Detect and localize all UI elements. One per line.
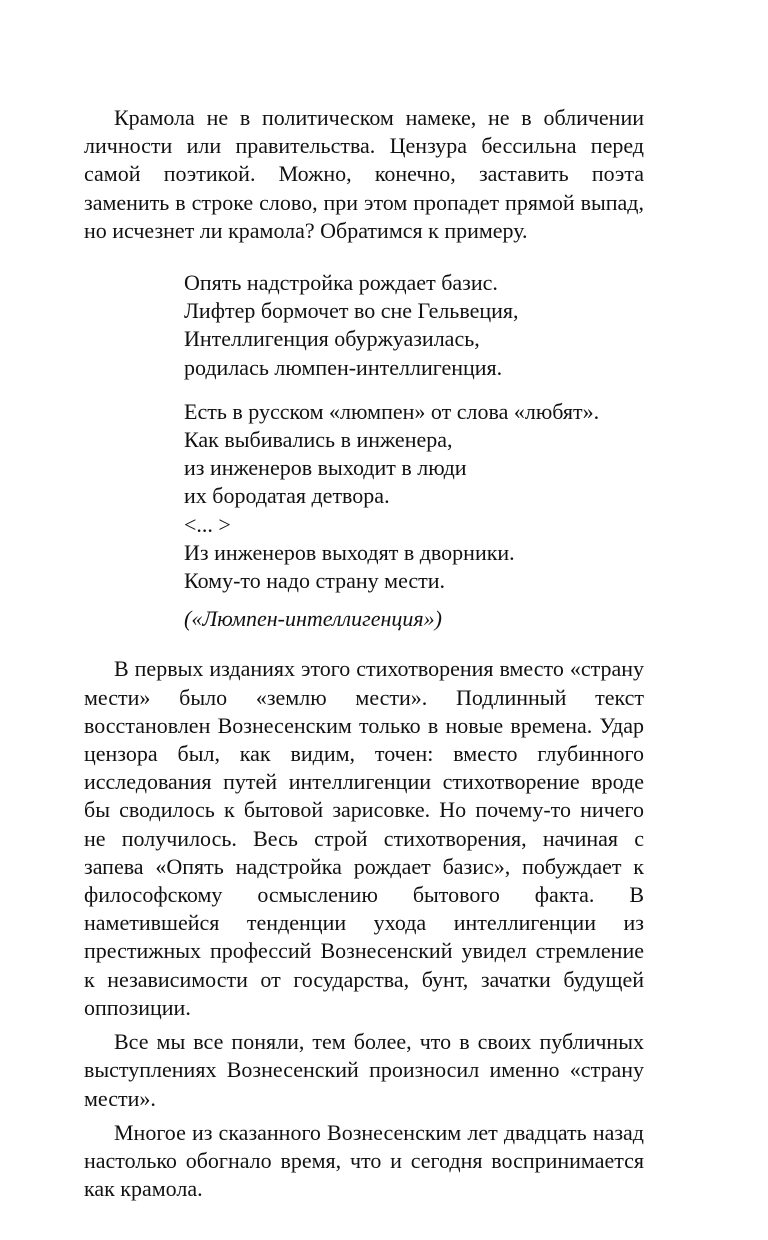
page-body: [84, 104, 644, 1203]
poem-stanza-2: [184, 398, 644, 595]
body-paragraph: Многое из сказанного Вознесенским лет двадцать назад настолько обогнало время, что и сегодня воспринимается как крамола.: [84, 1119, 644, 1202]
poem-line: Интеллигенция обуржуазилась,: [184, 326, 480, 352]
poem-line: Лифтер бормочет во сне Гельвеция,: [184, 298, 519, 324]
poem-line: Есть в русском «люмпен» от слова «любят».: [184, 398, 600, 424]
poem-quote: [184, 269, 644, 633]
intro-paragraph: Крамола не в политическом намеке, не в обличении личности или правительства. Цензура бессильна перед самой поэтикой. Можно, конечно, заставить поэта заменить в строке слово, при этом пропадет прямой выпад, но исчезнет ли крамола? Обратимся к примеру.: [84, 105, 644, 243]
poem-stanza-1: [184, 269, 644, 382]
poem-line: из инженеров выходит в люди: [184, 455, 467, 481]
poem-line: Как выбивались в инженера,: [184, 427, 453, 453]
poem-source: («Люмпен-интеллигенция»): [184, 606, 442, 632]
poem-line: Из инженеров выходят в дворники.: [184, 539, 515, 565]
poem-line: родилась люмпен-интеллигенция.: [184, 354, 503, 380]
poem-line: их бородатая детвора.: [184, 483, 390, 509]
poem-ellipsis: <... >: [184, 511, 231, 537]
body-paragraph: Все мы все поняли, тем более, что в своих публичных выступлениях Вознесенский произносил именно «страну мести».: [84, 1029, 644, 1111]
body-paragraph: В первых изданиях этого стихотворения вместо «страну мести» было «землю мести». Подлинный текст восстановлен Вознесенским только в новые времена. Удар цензора был, как видим, точен: вместо глубинного исследования путей интеллигенции стихотворение вроде бы сводилось к бытовой зарисовке. Но почему-то ничего не получилось. Весь строй стихотворения, начиная с запева «Опять надстройка рождает базис», побуждает к философскому осмыслению бытового факта. В наметившейся тенденции ухода интеллигенции из престижных профессий Вознесенский увидел стремление к независимости от государства, бунт, зачатки будущей оппозиции.: [84, 656, 644, 1020]
poem-line: Кому-то надо страну мести.: [184, 568, 446, 594]
poem-line: Опять надстройка рождает базис.: [184, 270, 498, 296]
